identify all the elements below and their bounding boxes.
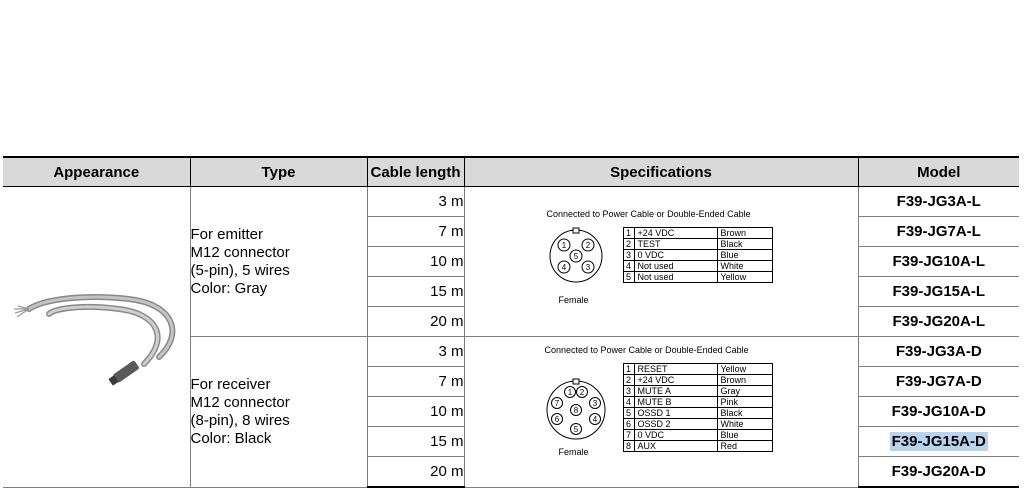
svg-text:5: 5 [573, 425, 578, 434]
type-line: Color: Black [190, 429, 272, 447]
cable-length-cell: 3 m [367, 337, 464, 367]
pin-row: 1 +24 VDC Brown [623, 228, 772, 239]
svg-text:5: 5 [573, 252, 578, 261]
model-cell[interactable]: F39-JG10A-D [858, 397, 1019, 427]
pin-row: 3 MUTE A Gray [623, 386, 772, 397]
type-line: For receiver [190, 375, 271, 393]
svg-text:3: 3 [592, 399, 597, 408]
pin-row: 8 AUX Red [623, 441, 772, 452]
spec-receiver [464, 337, 858, 488]
svg-text:2: 2 [585, 241, 590, 250]
model-cell[interactable]: F39-JG7A-L [858, 217, 1019, 247]
cable-image [9, 279, 184, 389]
type-line: (8-pin), 8 wires [190, 411, 290, 429]
spec-emitter [464, 187, 858, 337]
type-receiver [190, 337, 367, 488]
header-specifications: Specifications [464, 157, 858, 187]
cable-length-cell: 15 m [367, 427, 464, 457]
svg-text:1: 1 [567, 388, 572, 397]
model-cell[interactable]: F39-JG3A-D [858, 337, 1019, 367]
type-line: Color: Gray [190, 279, 268, 297]
connector-label: Female [558, 447, 589, 457]
type-line: M12 connector [190, 393, 290, 411]
pin-row: 2 TEST Black [623, 239, 772, 250]
model-cell[interactable]: F39-JG7A-D [858, 367, 1019, 397]
cable-spec-table [3, 156, 1019, 488]
connector-8pin-icon [543, 377, 609, 443]
svg-text:2: 2 [579, 388, 584, 397]
cable-length-cell: 7 m [367, 367, 464, 397]
pin-row: 4 Not used White [623, 261, 772, 272]
pin-row: 3 0 VDC Blue [623, 250, 772, 261]
table-row [3, 187, 1019, 217]
cable-length-cell: 10 m [367, 247, 464, 277]
appearance-cell [3, 187, 190, 488]
spec-title: Connected to Power Cable or Double-Ended Cable [544, 345, 749, 355]
header-appearance: Appearance [3, 157, 190, 187]
svg-text:4: 4 [561, 263, 566, 272]
pin-row: 7 0 VDC Blue [623, 430, 772, 441]
type-line: M12 connector [190, 243, 290, 261]
svg-text:4: 4 [592, 415, 597, 424]
connector-label: Female [558, 295, 589, 305]
pin-row: 6 OSSD 2 White [623, 419, 772, 430]
svg-text:8: 8 [573, 406, 578, 415]
svg-text:6: 6 [554, 415, 559, 424]
pin-row: 5 OSSD 1 Black [623, 408, 772, 419]
model-cell[interactable]: F39-JG10A-L [858, 247, 1019, 277]
type-line: For emitter [190, 225, 264, 243]
selected-model-highlight[interactable]: F39-JG15A-D [891, 433, 986, 450]
cable-length-cell: 7 m [367, 217, 464, 247]
pin-row: 4 MUTE B Pink [623, 397, 772, 408]
connector-5pin-icon [545, 225, 607, 287]
pin-row: 5 Not used Yellow [623, 272, 772, 283]
cable-length-cell: 3 m [367, 187, 464, 217]
model-cell[interactable]: F39-JG20A-D [858, 457, 1019, 488]
svg-text:1: 1 [561, 241, 566, 250]
spec-title: Connected to Power Cable or Double-Ended Cable [546, 209, 751, 219]
header-cable-length: Cable length [367, 157, 464, 187]
type-line: (5-pin), 5 wires [190, 261, 290, 279]
model-cell[interactable]: F39-JG15A-L [858, 277, 1019, 307]
pin-row: 1 RESET Yellow [623, 364, 772, 375]
header-model: Model [858, 157, 1019, 187]
pin-row: 2 +24 VDC Brown [623, 375, 772, 386]
pin-table-receiver [623, 363, 773, 452]
cable-length-cell: 10 m [367, 397, 464, 427]
model-cell-selected[interactable] [858, 427, 1019, 457]
svg-text:3: 3 [585, 263, 590, 272]
cable-length-cell: 15 m [367, 277, 464, 307]
svg-text:7: 7 [554, 399, 559, 408]
header-row [3, 157, 1019, 187]
pin-table-emitter [623, 227, 773, 283]
header-type: Type [190, 157, 367, 187]
cable-length-cell: 20 m [367, 457, 464, 488]
cable-length-cell: 20 m [367, 307, 464, 337]
type-emitter [190, 187, 367, 337]
model-cell[interactable]: F39-JG20A-L [858, 307, 1019, 337]
model-cell[interactable]: F39-JG3A-L [858, 187, 1019, 217]
